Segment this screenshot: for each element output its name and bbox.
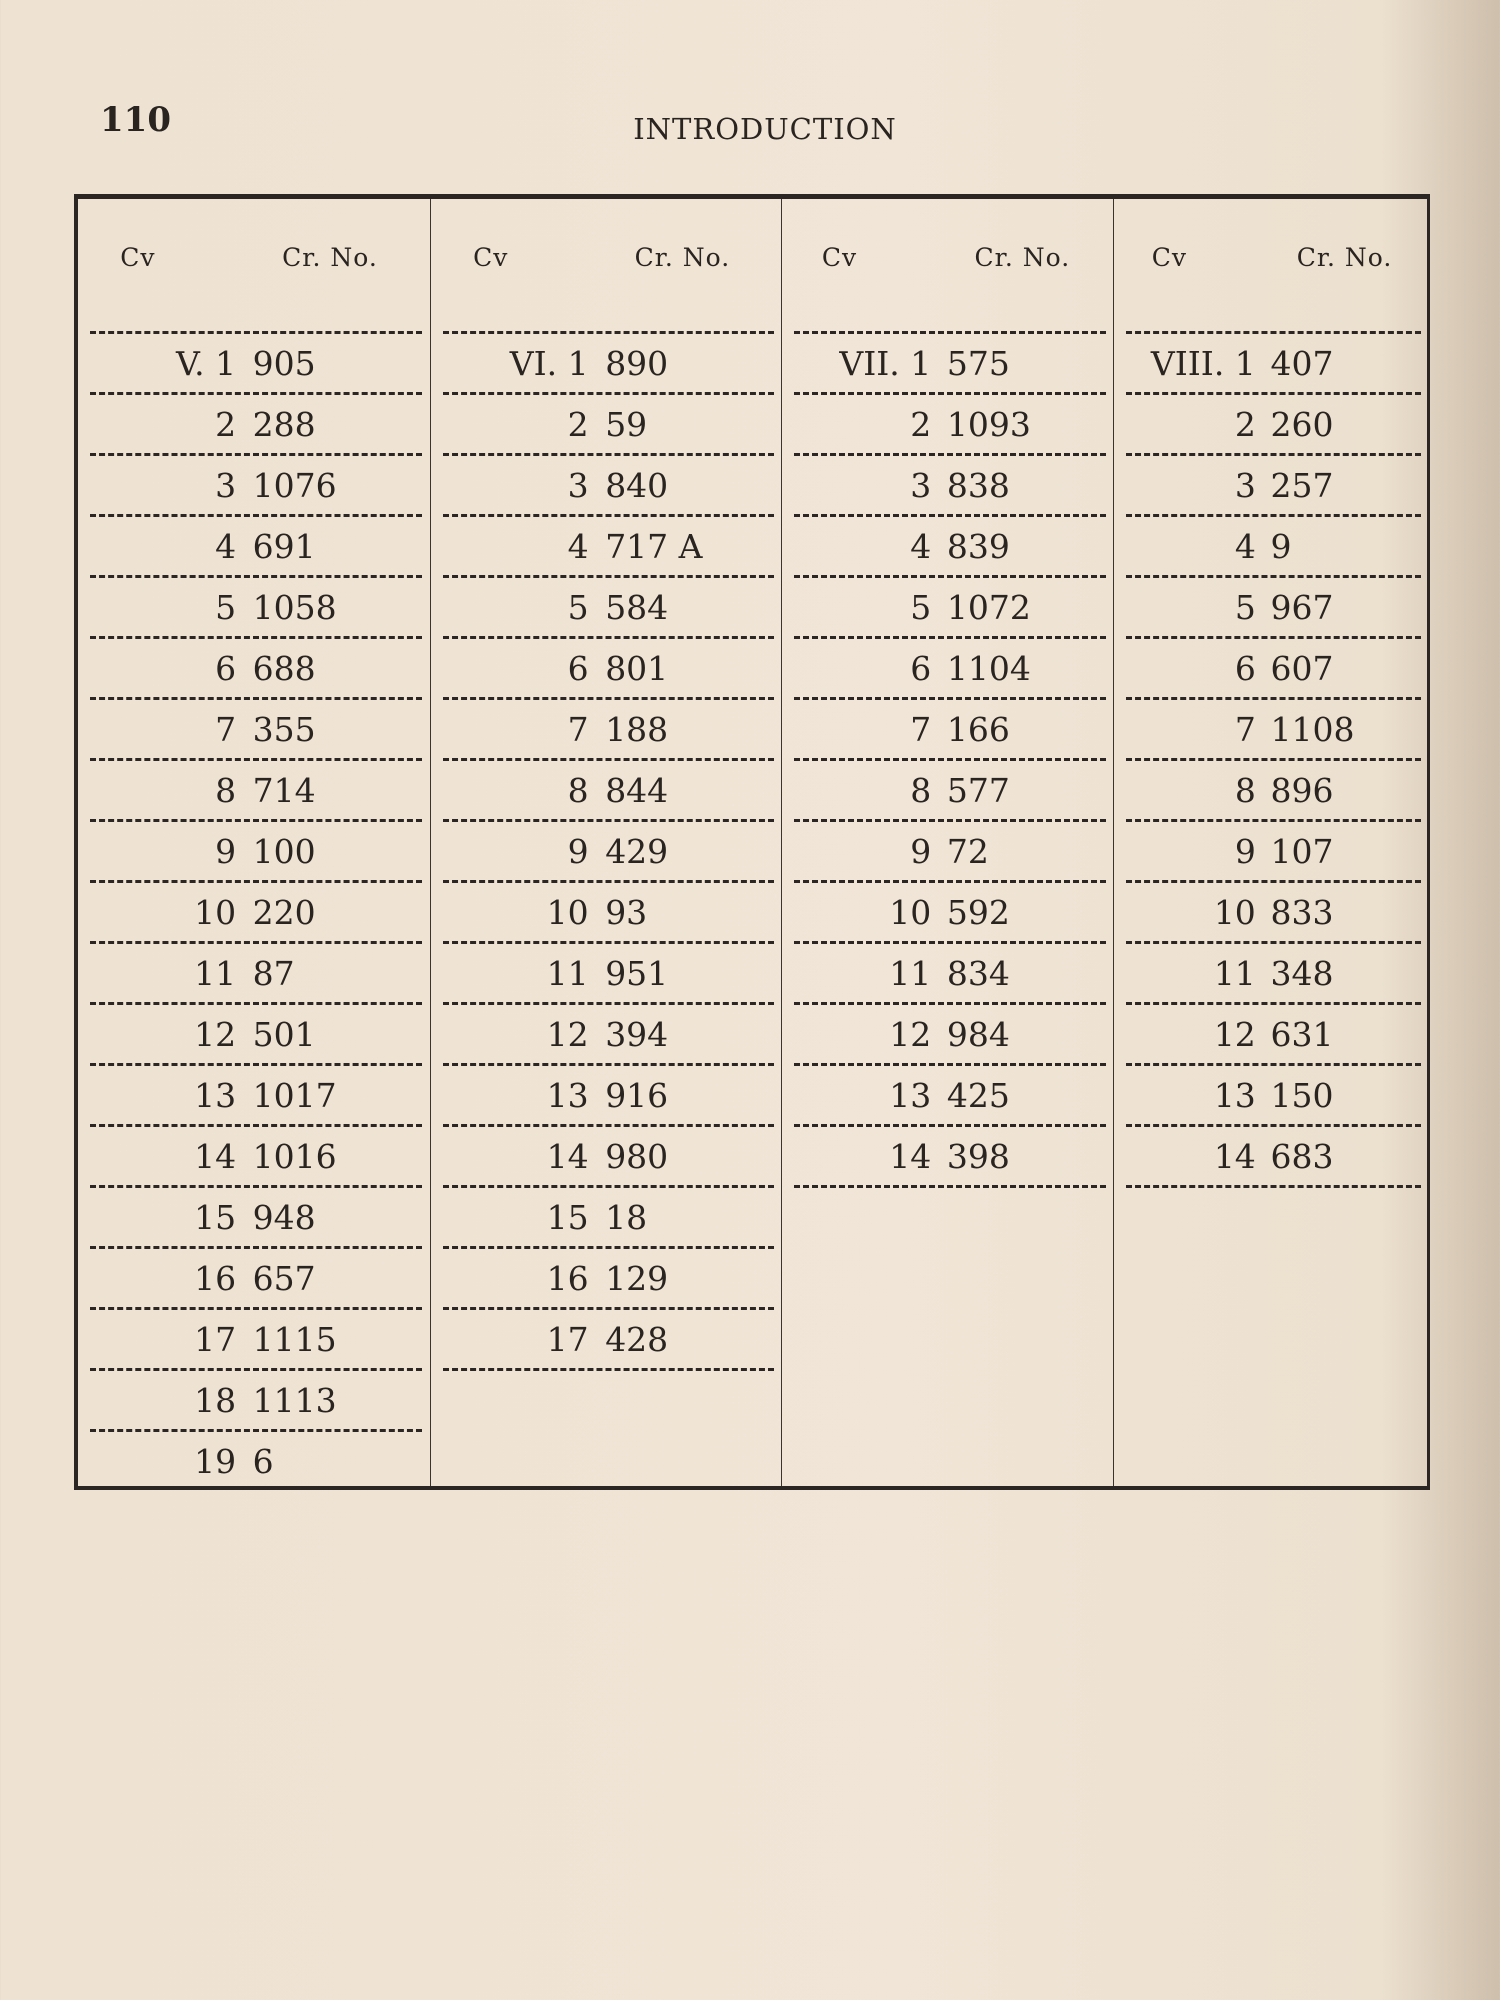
- cr-number: 100: [252, 832, 316, 871]
- cv-number: 10: [889, 893, 932, 932]
- table-row: [90, 578, 422, 639]
- table-row: [1126, 639, 1421, 700]
- cr-number: 93: [605, 893, 648, 932]
- cv-number: 8: [215, 771, 237, 810]
- column-rows: [90, 331, 422, 1490]
- cv-number: 6: [567, 649, 589, 688]
- cr-number: 948: [252, 1198, 316, 1237]
- concordance-table: [74, 194, 1430, 1490]
- table-row: [1126, 456, 1421, 517]
- column-header: [431, 243, 782, 283]
- cr-number: 87: [252, 954, 295, 993]
- cr-number: 844: [605, 771, 669, 810]
- cr-number: 1016: [252, 1137, 337, 1176]
- table-row: [90, 1249, 422, 1310]
- table-row: [90, 1188, 422, 1249]
- table-row: [90, 1310, 422, 1371]
- cv-number: 11: [194, 954, 237, 993]
- table-row: [443, 822, 774, 883]
- cr-number: 683: [1270, 1137, 1334, 1176]
- cr-number: 1017: [252, 1076, 337, 1115]
- table-row: [1126, 822, 1421, 883]
- cv-number: VIII. 1: [1150, 344, 1256, 383]
- column-rows: [443, 331, 774, 1371]
- table-row: [1126, 944, 1421, 1005]
- cr-number: 838: [946, 466, 1010, 505]
- cv-number: 2: [910, 405, 932, 444]
- cr-number: 717 A: [605, 527, 703, 566]
- cv-number: 10: [194, 893, 237, 932]
- cv-number: 9: [215, 832, 237, 871]
- cr-number: 905: [252, 344, 316, 383]
- cv-number: 15: [546, 1198, 589, 1237]
- cr-number: 607: [1270, 649, 1334, 688]
- cr-number: 577: [946, 771, 1010, 810]
- cv-number: 3: [910, 466, 932, 505]
- table-row: [90, 761, 422, 822]
- cr-number: 834: [946, 954, 1010, 993]
- cv-number: 7: [215, 710, 237, 749]
- cv-number: 13: [1213, 1076, 1256, 1115]
- cv-number: 2: [1234, 405, 1256, 444]
- cr-number: 150: [1270, 1076, 1334, 1115]
- cr-number: 980: [605, 1137, 669, 1176]
- cr-number: 1076: [252, 466, 337, 505]
- cr-number: 1058: [252, 588, 337, 627]
- table-row: [794, 822, 1106, 883]
- table-column: [1113, 199, 1429, 1486]
- table-row: [794, 1066, 1106, 1127]
- cv-number: 16: [194, 1259, 237, 1298]
- table-row: [1126, 1005, 1421, 1066]
- cv-number: 10: [546, 893, 589, 932]
- cr-number: 1104: [946, 649, 1031, 688]
- cr-number: 129: [605, 1259, 669, 1298]
- table-row: [794, 395, 1106, 456]
- column-header: [1114, 243, 1429, 283]
- cv-number: VI. 1: [509, 344, 589, 383]
- cr-number: 166: [946, 710, 1010, 749]
- table-row: [794, 639, 1106, 700]
- table-row: [794, 517, 1106, 578]
- cr-number: 260: [1270, 405, 1334, 444]
- cv-number: 2: [215, 405, 237, 444]
- cv-number: 3: [567, 466, 589, 505]
- cr-number: 916: [605, 1076, 669, 1115]
- cr-number: 840: [605, 466, 669, 505]
- table-row: [90, 822, 422, 883]
- table-row: [443, 456, 774, 517]
- table-row: [90, 334, 422, 395]
- table-row: [443, 1127, 774, 1188]
- table-column: [78, 199, 430, 1486]
- table-row: [794, 1005, 1106, 1066]
- table-row: [794, 883, 1106, 944]
- cv-number: 14: [194, 1137, 237, 1176]
- table-row: [794, 456, 1106, 517]
- column-header: [78, 243, 430, 283]
- cv-number: 14: [889, 1137, 932, 1176]
- cv-number: 5: [215, 588, 237, 627]
- page-number: 110: [100, 100, 171, 140]
- cr-number: 501: [252, 1015, 316, 1054]
- cr-number: 425: [946, 1076, 1010, 1115]
- cr-number: 1108: [1270, 710, 1355, 749]
- cv-number: 17: [546, 1320, 589, 1359]
- cv-number: 12: [1213, 1015, 1256, 1054]
- table-row: [443, 1310, 774, 1371]
- header-cv: Cv: [1151, 243, 1188, 272]
- cr-number: 801: [605, 649, 669, 688]
- table-row: [90, 395, 422, 456]
- table-row: [794, 761, 1106, 822]
- table-row: [794, 334, 1106, 395]
- table-row: [443, 395, 774, 456]
- table-row: [90, 1066, 422, 1127]
- cr-number: 688: [252, 649, 316, 688]
- cr-number: 288: [252, 405, 316, 444]
- cr-number: 107: [1270, 832, 1334, 871]
- cr-number: 355: [252, 710, 316, 749]
- cv-number: 10: [1213, 893, 1256, 932]
- cv-number: 7: [1234, 710, 1256, 749]
- table-row: [443, 1249, 774, 1310]
- running-head: INTRODUCTION: [633, 112, 897, 146]
- cv-number: 8: [567, 771, 589, 810]
- table-row: [443, 578, 774, 639]
- cv-number: 16: [546, 1259, 589, 1298]
- table-row: [90, 1127, 422, 1188]
- cv-number: 19: [194, 1442, 237, 1481]
- cv-number: 12: [546, 1015, 589, 1054]
- table-row: [794, 578, 1106, 639]
- cv-number: 6: [215, 649, 237, 688]
- cv-number: 14: [546, 1137, 589, 1176]
- cv-number: 7: [567, 710, 589, 749]
- table-row: [1126, 700, 1421, 761]
- cr-number: 691: [252, 527, 316, 566]
- table-row: [1126, 517, 1421, 578]
- cr-number: 257: [1270, 466, 1334, 505]
- cv-number: 18: [194, 1381, 237, 1420]
- table-row: [90, 944, 422, 1005]
- table-row: [90, 517, 422, 578]
- cr-number: 1072: [946, 588, 1031, 627]
- header-cr-no: Cr. No.: [974, 243, 1071, 272]
- cv-number: 13: [889, 1076, 932, 1115]
- cr-number: 833: [1270, 893, 1334, 932]
- cr-number: 896: [1270, 771, 1334, 810]
- cv-number: 12: [889, 1015, 932, 1054]
- header-cv: Cv: [120, 243, 156, 272]
- cv-number: 3: [1234, 466, 1256, 505]
- cr-number: 575: [946, 344, 1010, 383]
- cr-number: 1093: [946, 405, 1031, 444]
- cr-number: 631: [1270, 1015, 1334, 1054]
- table-row: [443, 639, 774, 700]
- cr-number: 592: [946, 893, 1010, 932]
- cv-number: 2: [567, 405, 589, 444]
- cr-number: 428: [605, 1320, 669, 1359]
- table-row: [90, 639, 422, 700]
- header-cr-no: Cr. No.: [1296, 243, 1393, 272]
- cv-number: 9: [567, 832, 589, 871]
- cr-number: 967: [1270, 588, 1334, 627]
- table-row: [443, 517, 774, 578]
- table-column: [430, 199, 782, 1486]
- cv-number: 4: [567, 527, 589, 566]
- table-row: [90, 1432, 422, 1490]
- cv-number: 6: [910, 649, 932, 688]
- cv-number: 11: [1213, 954, 1256, 993]
- cr-number: 839: [946, 527, 1010, 566]
- table-row: [90, 883, 422, 944]
- cr-number: 984: [946, 1015, 1010, 1054]
- cv-number: 9: [910, 832, 932, 871]
- header-cr-no: Cr. No.: [282, 243, 378, 272]
- table-row: [1126, 395, 1421, 456]
- header-cv: Cv: [821, 243, 858, 272]
- table-row: [443, 700, 774, 761]
- cv-number: 8: [1234, 771, 1256, 810]
- cv-number: 14: [1213, 1137, 1256, 1176]
- cr-number: 394: [605, 1015, 669, 1054]
- table-row: [90, 1371, 422, 1432]
- table-row: [443, 334, 774, 395]
- table-row: [1126, 1066, 1421, 1127]
- cr-number: 6: [252, 1442, 274, 1481]
- table-row: [1126, 883, 1421, 944]
- cv-number: 7: [910, 710, 932, 749]
- cr-number: 188: [605, 710, 669, 749]
- cr-number: 407: [1270, 344, 1334, 383]
- table-row: [1126, 761, 1421, 822]
- cr-number: 348: [1270, 954, 1334, 993]
- cr-number: 398: [946, 1137, 1010, 1176]
- header-cr-no: Cr. No.: [634, 243, 731, 272]
- table-row: [1126, 1127, 1421, 1188]
- table-row: [1126, 334, 1421, 395]
- cv-number: 9: [1234, 832, 1256, 871]
- table-row: [90, 456, 422, 517]
- cr-number: 714: [252, 771, 316, 810]
- cv-number: 5: [567, 588, 589, 627]
- cv-number: 13: [194, 1076, 237, 1115]
- cr-number: 890: [605, 344, 669, 383]
- cv-number: 4: [910, 527, 932, 566]
- table-row: [443, 1066, 774, 1127]
- table-row: [90, 1005, 422, 1066]
- cv-number: 3: [215, 466, 237, 505]
- cv-number: 6: [1234, 649, 1256, 688]
- cv-number: 11: [889, 954, 932, 993]
- column-rows: [1126, 331, 1421, 1188]
- cv-number: 12: [194, 1015, 237, 1054]
- cv-number: 13: [546, 1076, 589, 1115]
- cv-number: 15: [194, 1198, 237, 1237]
- cr-number: 1113: [252, 1381, 337, 1420]
- table-row: [443, 944, 774, 1005]
- table-row: [90, 700, 422, 761]
- cv-number: VII. 1: [839, 344, 932, 383]
- table-row: [443, 761, 774, 822]
- cr-number: 657: [252, 1259, 316, 1298]
- cr-number: 951: [605, 954, 669, 993]
- table-row: [1126, 578, 1421, 639]
- cv-number: 4: [1234, 527, 1256, 566]
- cr-number: 9: [1270, 527, 1292, 566]
- column-rows: [794, 331, 1106, 1188]
- cv-number: 11: [546, 954, 589, 993]
- cr-number: 584: [605, 588, 669, 627]
- cv-number: V. 1: [176, 344, 237, 383]
- table-row: [794, 700, 1106, 761]
- cv-number: 4: [215, 527, 237, 566]
- cr-number: 59: [605, 405, 648, 444]
- cv-number: 8: [910, 771, 932, 810]
- table-row: [443, 1188, 774, 1249]
- table-row: [794, 1127, 1106, 1188]
- cv-number: 17: [194, 1320, 237, 1359]
- table-row: [794, 944, 1106, 1005]
- cv-number: 5: [1234, 588, 1256, 627]
- table-row: [443, 883, 774, 944]
- column-header: [782, 243, 1114, 283]
- cr-number: 72: [946, 832, 989, 871]
- cr-number: 1115: [252, 1320, 337, 1359]
- header-cv: Cv: [473, 243, 509, 272]
- cr-number: 18: [605, 1198, 648, 1237]
- cr-number: 429: [605, 832, 669, 871]
- cv-number: 5: [910, 588, 932, 627]
- cr-number: 220: [252, 893, 316, 932]
- table-row: [443, 1005, 774, 1066]
- table-column: [781, 199, 1114, 1486]
